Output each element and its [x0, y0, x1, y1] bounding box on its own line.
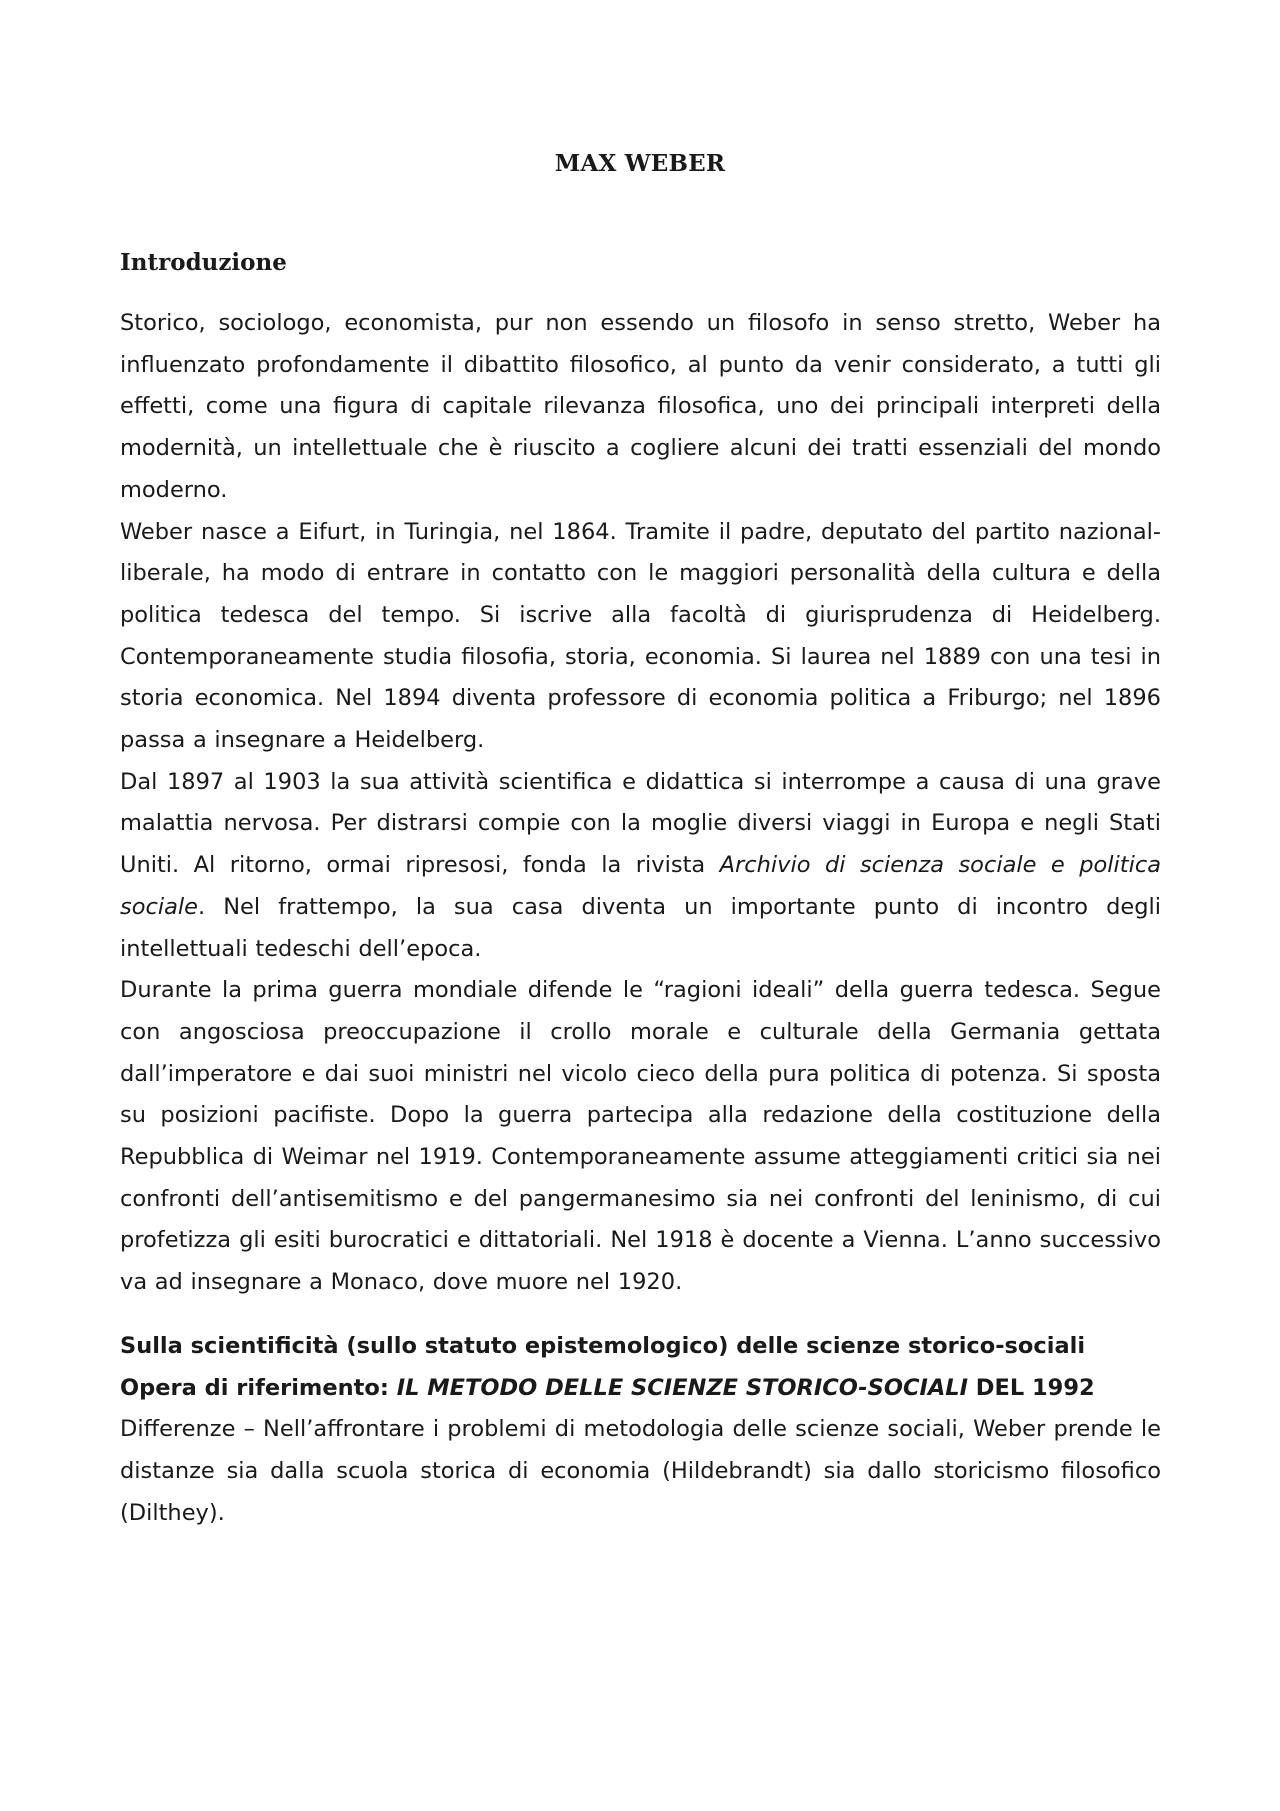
intro-heading: Introduzione: [120, 249, 287, 276]
paragraph-war: Durante la prima guerra mondiale difende le “ragioni ideali” della guerra tedesca. Segue con angosciosa preoccupazione il crollo morale e culturale della Germania gettata dall’imperatore e dai suoi ministri nel vicolo cieco della pura politica di potenza. Si sposta su posizioni pacifiste. Dopo la guerra partecipa alla redazione della costituzione della Repubblica di Weimar nel 1919. Contemporaneamente assume atteggiamenti critici sia nei confronti dell’antisemitismo e del pangermanesimo sia nei confronti del leninismo, di cui profetizza gli esiti burocratici e dittatoriali. Nel 1918 è docente a Vienna. L’anno successivo va ad insegnare a Monaco, dove muore nel 1920.: [120, 977, 1161, 1296]
paragraph-intro: Storico, sociologo, economista, pur non essendo un filosofo in senso stretto, Weber ha influenzato profondamente il dibattito filosofico, al punto da venir considerato, a tutti gli effetti, come una figura di capitale rilevanza filosofica, uno dei principali interpreti della modernità, un intellettuale che è riuscito a cogliere alcuni dei tratti essenziali del mondo moderno.: [120, 310, 1161, 503]
document-body: [120, 245, 1161, 1534]
document-title: MAX WEBER: [554, 150, 726, 177]
section-heading: Sulla scientificità (sullo statuto epistemologico) delle scienze storico-sociali: [120, 1332, 1086, 1359]
reference-label: Opera di riferimento:: [120, 1374, 397, 1401]
paragraph-illness-text-2: . Nel frattempo, la sua casa diventa un importante punto di incontro degli intellettuali tedeschi dell’epoca.: [120, 893, 1161, 962]
reference-title: IL METODO DELLE SCIENZE STORICO-SOCIALI: [396, 1374, 968, 1401]
paragraph-differences: Differenze – Nell’affrontare i problemi di metodologia delle scienze sociali, Weber prende le distanze sia dalla scuola storica di economia (Hildebrandt) sia dallo storicismo filosofico (Dilthey).: [120, 1416, 1161, 1526]
paragraph-illness: [120, 762, 1161, 971]
paragraph-biography: Weber nasce a Eifurt, in Turingia, nel 1864. Tramite il padre, deputato del partito nazional-liberale, ha modo di entrare in contatto con le maggiori personalità della cultura e della politica tedesca del tempo. Si iscrive alla facoltà di giurisprudenza di Heidelberg. Contemporaneamente studia filosofia, storia, economia. Si laurea nel 1889 con una tesi in storia economica. Nel 1894 diventa professore di economia politica a Friburgo; nel 1896 passa a insegnare a Heidelberg.: [120, 518, 1161, 754]
reference-suffix: DEL 1992: [967, 1374, 1095, 1401]
paragraph-illness-text-1: Dal 1897 al 1903 la sua attività scientifica e didattica si interrompe a causa di una grave malattia nervosa. Per distrarsi compie con la moglie diversi viaggi in Europa e negli Stati Uniti. Al ritorno, ormai ripresosi, fonda la rivista: [120, 768, 1161, 879]
section-epistemology: [120, 1326, 1161, 1535]
journal-title: Archivio di scienza sociale e politica sociale: [120, 852, 1161, 920]
reference-work: [120, 1368, 1161, 1410]
